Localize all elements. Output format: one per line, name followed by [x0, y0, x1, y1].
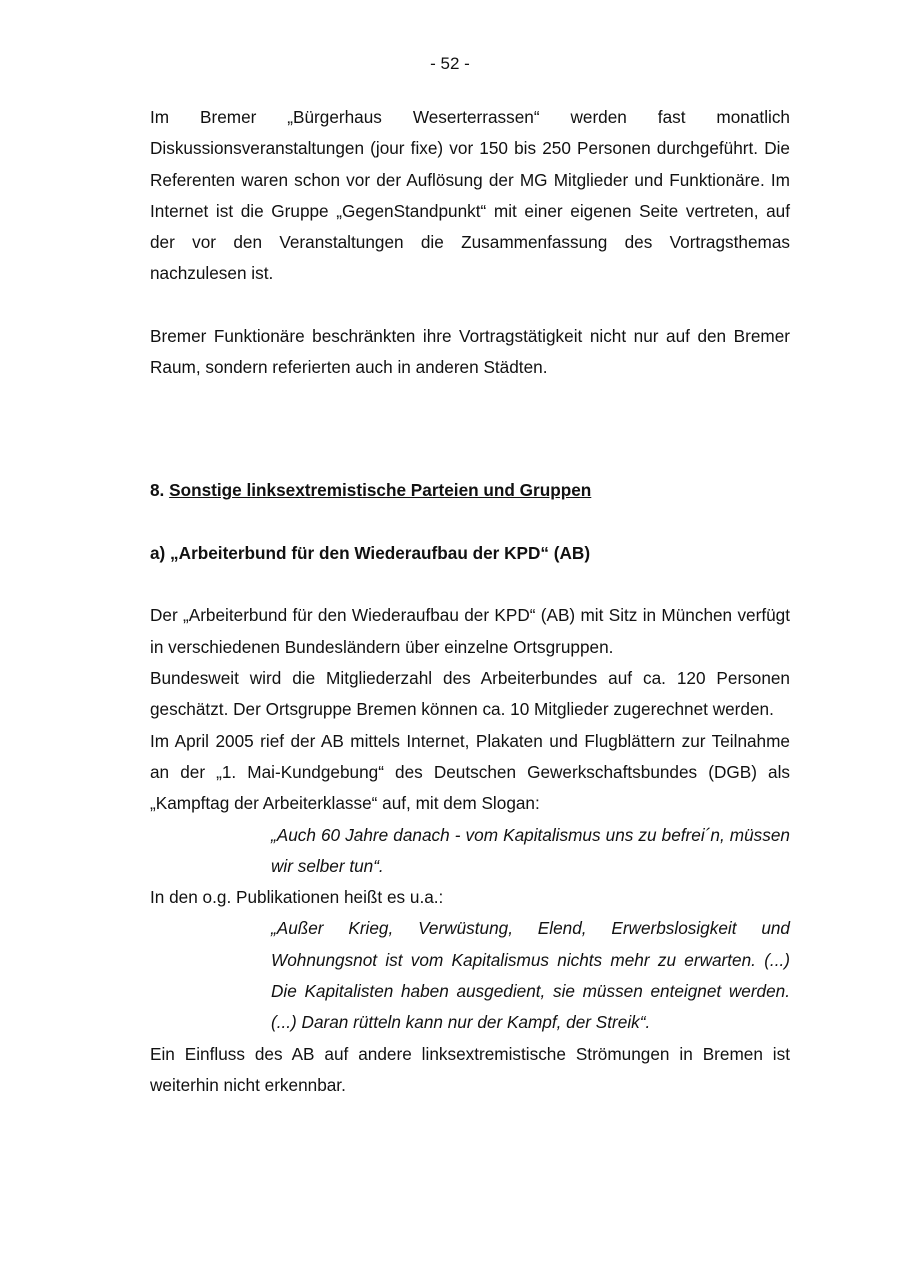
page-number: - 52 - [430, 54, 470, 73]
section-number: 8. [150, 480, 165, 501]
section-heading [150, 475, 790, 506]
section-title: Sonstige linksextremistische Parteien und Gruppen [169, 480, 592, 501]
intro-paragraph-2: Bremer Funktionäre beschränkten ihre Vortragstätigkeit nicht nur auf den Bremer Raum, sondern referierten auch in anderen Städten. [150, 326, 790, 378]
subsection-heading: a) „Arbeiterbund für den Wiederaufbau der KPD“ (AB) [150, 542, 591, 563]
body-paragraph-3: Im April 2005 rief der AB mittels Internet, Plakaten und Flugblättern zur Teilnahme an der „1. Mai-Kundgebung“ des Deutschen Gewerkschaftsbundes (DGB) als „Kampftag der Arbeiterklasse“ auf, mit dem Slogan: [150, 730, 790, 814]
slogan-quote: „Auch 60 Jahre danach - vom Kapitalismus uns zu befrei´n, müssen wir selber tun“. [271, 824, 790, 876]
section-spacer [150, 384, 790, 447]
body-paragraph-2: Bundesweit wird die Mitgliederzahl des Arbeiterbundes auf ca. 120 Personen geschätzt. Der Ortsgruppe Bremen können ca. 10 Mitglieder zugerechnet werden. [150, 668, 790, 720]
body-paragraph-4: In den o.g. Publikationen heißt es u.a.: [150, 887, 444, 908]
page-content [150, 102, 790, 1101]
publication-quote: „Außer Krieg, Verwüstung, Elend, Erwerbslosigkeit und Wohnungsnot ist vom Kapitalismus nichts mehr zu erwarten. (...) Die Kapitalisten haben ausgedient, sie müssen enteignet werden. (...) Daran rütteln kann nur der Kampf, der Streik“. [271, 918, 790, 1033]
body-paragraph-5: Ein Einfluss des AB auf andere linksextremistische Strömungen in Bremen ist weiterhin nicht erkennbar. [150, 1043, 790, 1095]
paragraph-spacer [150, 290, 790, 321]
heading-spacer [150, 569, 790, 600]
heading-spacer [150, 507, 790, 538]
body-paragraph-1: Der „Arbeiterbund für den Wiederaufbau der KPD“ (AB) mit Sitz in München verfügt in verschiedenen Bundesländern über einzelne Ortsgruppen. [150, 605, 790, 657]
intro-paragraph-1: Im Bremer „Bürgerhaus Weserterrassen“ werden fast monatlich Diskussionsveranstaltungen (jour fixe) vor 150 bis 250 Personen durchgeführt. Die Referenten waren schon vor der Auflösung der MG Mitglieder und Funktionäre. Im Internet ist die Gruppe „GegenStandpunkt“ mit einer eigenen Seite vertreten, auf der vor den Veranstaltungen die Zusammenfassung des Vortragsthemas nachzulesen ist. [150, 107, 790, 284]
